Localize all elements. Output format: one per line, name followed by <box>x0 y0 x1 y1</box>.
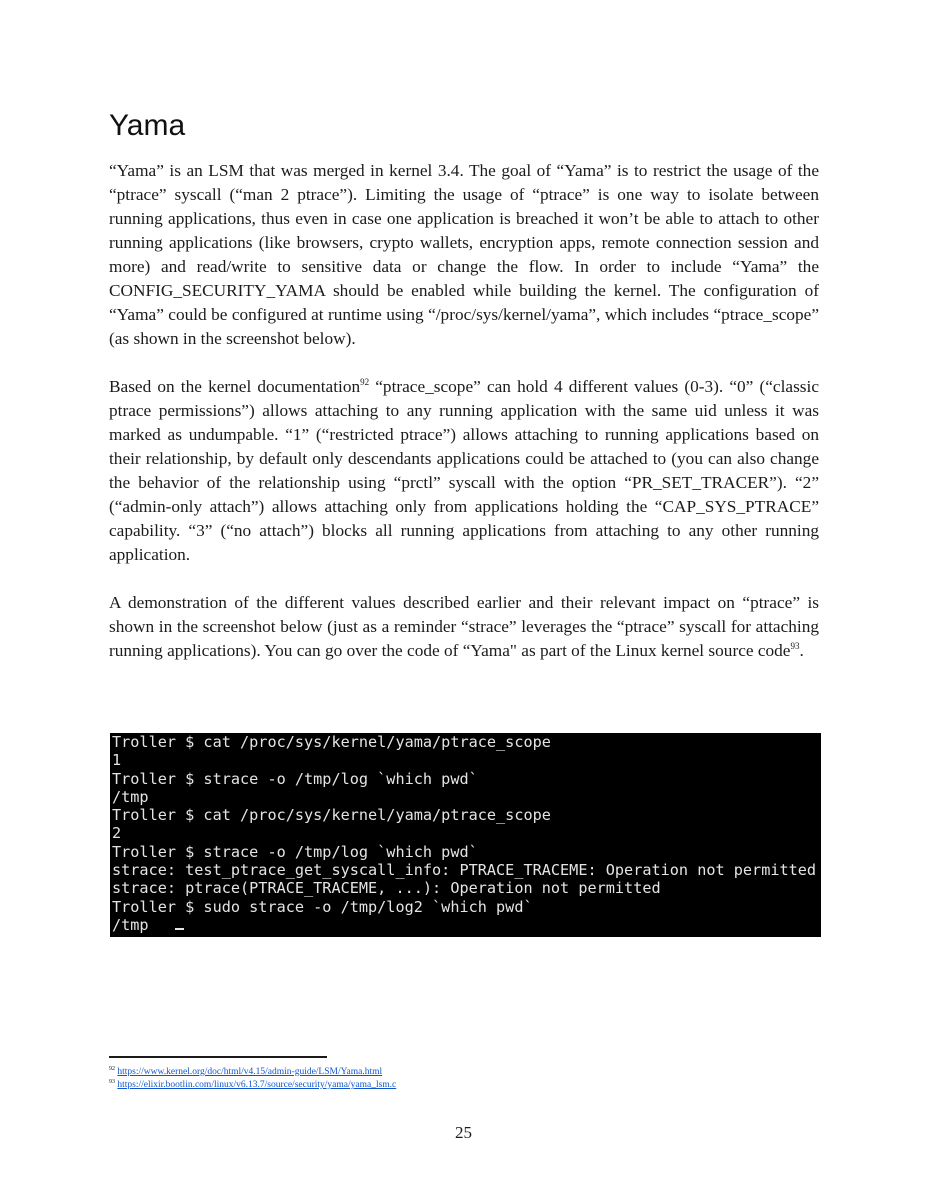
terminal-line: Troller $ strace -o /tmp/log `which pwd` <box>112 842 478 861</box>
paragraph-text: “ptrace_scope” can hold 4 different values (0-3). “0” (“classic ptrace permissions”) allows attaching to any running application with the same uid unless it was marked as undumpable. “1” (“restricted ptrace”) allows attaching to running applications based on their relationship, by default only descendants applications could be attached to (you can also change the behavior of the relationship using “prctl” syscall with the option “PR_SET_TRACER”). “2” (“admin-only attach”) allows attaching only from applications holding the “CAP_SYS_PTRACE” capability. “3” (“no attach”) blocks all running applications from attaching to any other running application. <box>109 377 819 564</box>
paragraph-ptrace-scope-values <box>109 375 819 567</box>
terminal-line: Troller $ strace -o /tmp/log `which pwd` <box>112 769 478 788</box>
terminal-line: strace: ptrace(PTRACE_TRACEME, ...): Operation not permitted <box>112 879 661 898</box>
paragraph-demonstration <box>109 591 819 663</box>
terminal-line: /tmp <box>112 915 149 934</box>
terminal-line: Troller $ cat /proc/sys/kernel/yama/ptrace_scope <box>112 733 551 751</box>
footnote-number: 92 <box>109 1065 115 1072</box>
footnote-number: 93 <box>109 1078 115 1085</box>
footnote-link-93[interactable]: https://elixir.bootlin.com/linux/v6.13.7/source/security/yama/yama_lsm.c <box>117 1080 397 1090</box>
paragraph-yama-intro: “Yama” is an LSM that was merged in kernel 3.4. The goal of “Yama” is to restrict the usage of the “ptrace” syscall (“man 2 ptrace”). Limiting the usage of “ptrace” is one way to isolate between running applications, thus even in case one application is breached it won’t be able to attach to other running applications (like browsers, crypto wallets, encryption apps, remote connection session and more) and read/write to sensitive data or change the flow. In order to include “Yama” the CONFIG_SECURITY_YAMA should be enabled while building the kernel. The configuration of “Yama” could be configured at runtime using “/proc/sys/kernel/yama”, which includes “ptrace_scope” (as shown in the screenshot below). <box>109 161 819 348</box>
page-number: 25 <box>455 1123 472 1142</box>
terminal-line: 1 <box>112 751 122 770</box>
page-title: Yama <box>109 109 186 142</box>
terminal-line: strace: test_ptrace_get_syscall_info: PTRACE_TRACEME: Operation not permitted <box>112 861 817 880</box>
footnote-link-92[interactable]: https://www.kernel.org/doc/html/v4.15/admin-guide/LSM/Yama.html <box>117 1067 383 1077</box>
terminal-line: Troller $ sudo strace -o /tmp/log2 `which pwd` <box>112 897 533 916</box>
footnote-divider <box>109 1056 327 1058</box>
footnote-92 <box>109 1066 382 1078</box>
terminal-screenshot <box>110 733 821 937</box>
paragraph-text: . <box>799 641 804 660</box>
footnote-reference-92[interactable]: 92 <box>360 377 370 388</box>
terminal-last-line <box>112 916 821 934</box>
footnote-93 <box>109 1079 396 1091</box>
terminal-line: Troller $ cat /proc/sys/kernel/yama/ptrace_scope <box>112 806 551 825</box>
terminal-cursor <box>175 928 184 930</box>
paragraph-text: Based on the kernel documentation <box>109 377 361 396</box>
paragraph-text: A demonstration of the different values described earlier and their relevant impact on “ptrace” is shown in the screenshot below (just as a reminder “strace” leverages the “ptrace” syscall for attaching running applications). You can go over the code of “Yama" as part of the Linux kernel source code <box>109 593 819 660</box>
footnote-reference-93[interactable]: 93 <box>790 641 800 652</box>
terminal-line: /tmp <box>112 787 149 806</box>
terminal-line: 2 <box>112 824 122 843</box>
